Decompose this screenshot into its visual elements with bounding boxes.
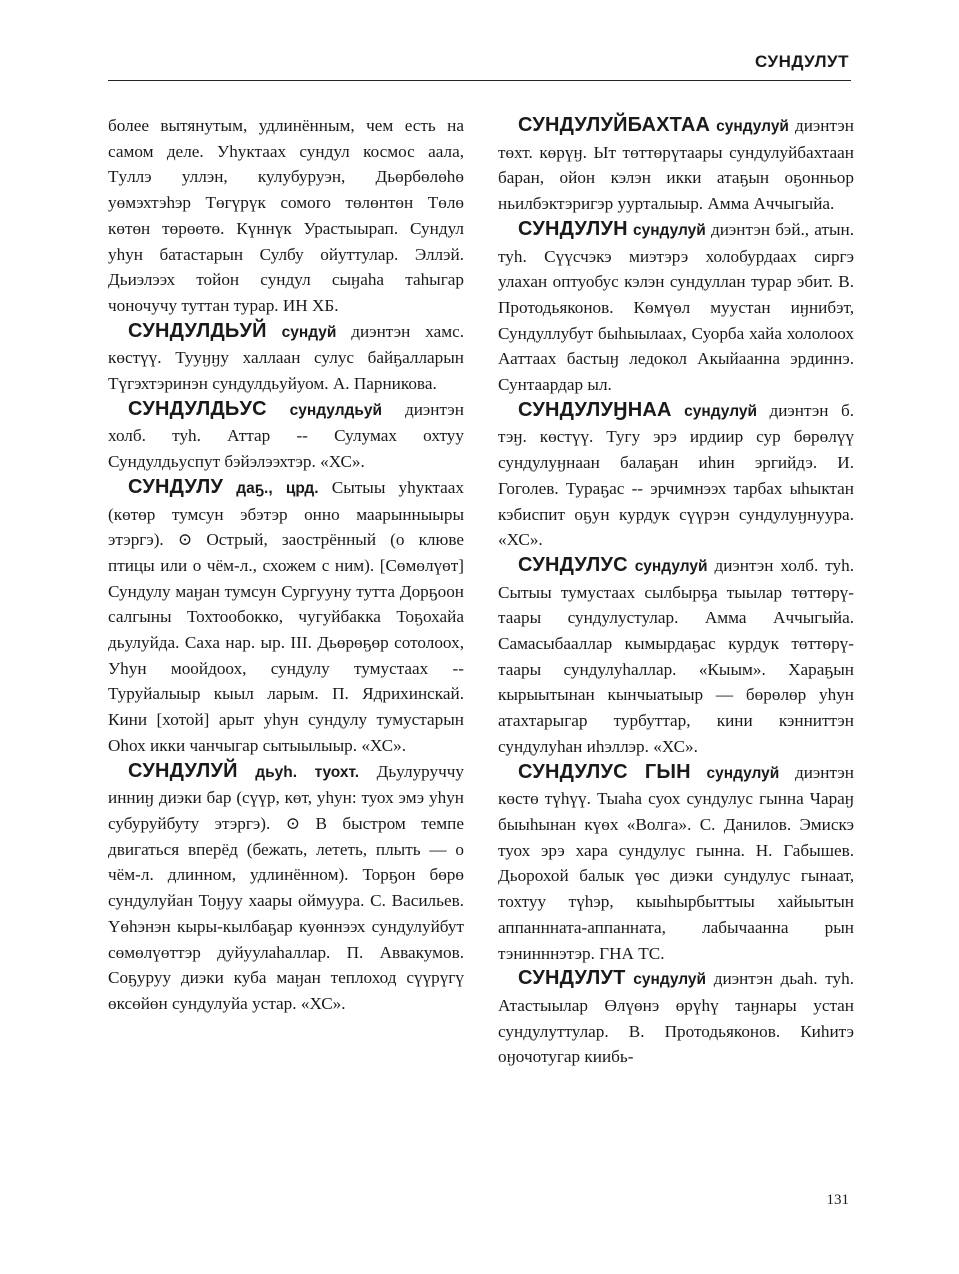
entry-body: Дьулуруччу инниӈ диэки бар (сүүр, көт, уһун: туох эмэ уһун субуруйбуту этэргэ). ⊙ В быстром темпе двигаться вперёд (бежать, лететь, плыть — о чём-л. длинном, удлинённом). Торҕон бөрө сундулуйан Тоӈуу хаары оймуура. С. Васильев. Үөһэнэн кыры-кылбаҕар куөннээх сундулуйбут сөмөлүөттэр дуйуулаһаллар. П. Аввакумов. Соҕуруу диэки куба маӈан теплоход сүүрүгү өксөйөн сундулуйа устар. «ХС». [108,761,465,1013]
entry-body: диэнтэн б. тэӈ. көстүү. Тугу эрэ ирдиир сур бөрөлүү сундулуӈнаан балаҕан иһин эргийдэ. И. Гоголев. Тураҕас -- эрчимнээх тарбах ыһыктан кэбиспит оҕун курдук сүүрэн сундулуӈнуура. «ХС». [498,400,855,550]
page-number: 131 [826,1192,849,1208]
left-column [108,113,464,1017]
dictionary-entry [108,319,464,397]
dictionary-entry [498,217,854,398]
entry-pos: сундуй [281,323,337,341]
entry-headword: СУНДУЛУН [518,217,628,240]
right-column [498,113,854,1070]
dictionary-entry [498,760,854,967]
entry-body: диэнтэн төхт. көрүӈ. Ыт төттөрүтаары сундулуйбахтаан баран, ойон кэлэн икки атаҕын оҕонньор ньилбэктэригэр уурталыыр. Амма Аччыгыйа. [498,116,854,214]
entry-pos: сундулуй [634,557,708,575]
entry-headword: СУНДУЛДЬУЙ [128,319,267,342]
entry-body: более вытянутым, удлинённым, чем есть на самом деле. Уһуктаах сундул космос аала, Тyллэ уллэн, кулубуруэн, Дьөрбөлөһө уөмэхтэһэр Төгүрүк сомого төлөнтөн Төлө көтөн төрөөтө. Күннүк Урастыырап. Сундул уһун батастарын Сулбу ойуттулар. Эллэй. Дьиэлээх тойон сундул сыӈаһа таһыгар чоночучу туттан турар. ИН ХБ. [108,116,464,315]
entry-headword: СУНДУЛУ [128,475,224,498]
entry-body: диэнтэн хамс. көстүү. Тууӈӈу халлаан сулус байҕалларын Түгэхтэринэн сундулдьуйуом. А. Парникова. [108,321,464,394]
entry-pos: даҕ., црд. [236,479,319,497]
entry-pos: дьуһ. туохт. [255,763,360,781]
entry-body: диэнтэн көстө түһүү. Тыаһа суох сундулус гынна Чараӈ быыһынан күөх «Волга». С. Данилов. Эмискэ туох эрэ хара сундулус гынна. Н. Габышев. Дьорохой балык үөс диэки сундулус гынаат, тохтуу түһэр, кыыһырбыттыы хайыытын аппаннната-аппанната, лабычаанна рын тэнинннэтэр. ГНА ТС. [498,762,854,963]
dictionary-entry [108,113,464,319]
entry-headword: СУНДУЛУС ГЫН [518,760,691,783]
entry-body: диэнтэн холб. туһ. Аттар -- Сулумах охтуу Сундулдьуспут бэйэлээхтэр. «ХС». [108,399,464,472]
dictionary-entry [498,113,854,217]
entry-pos: сундулуй [633,971,707,989]
header-rule [108,80,851,81]
entry-body: диэнтэн дьаһ. туһ. Атастыылар Өлүөнэ өрүһү таӈнары устан сундулуттулар. В. Протодьяконов. Киһитэ оӈочотугар киибь- [498,969,855,1067]
dictionary-entry [498,398,854,553]
entry-pos: сундулуй [716,118,789,135]
entry-headword: СУНДУЛУЙ [128,759,238,782]
dictionary-entry [498,553,854,760]
entry-headword: СУНДУЛУЙБАХТАА [518,114,711,136]
dictionary-entry [108,475,464,759]
dictionary-entry [108,397,464,475]
entry-headword: СУНДУЛУӇНАА [518,398,672,421]
entry-headword: СУНДУЛУТ [518,967,626,990]
entry-body: диэнтэн бэй., атын. туһ. Сүүсчэкэ миэтэрэ холобурдаах сиргэ улахан оптуобус кэлэн сундуллан турар эбит. В. Протодьяконов. Көмүөл муустан иӈнибэт, Сундуллубут быһыылаах, Суорба хайа хололоох Ааттаах бастыӈ ледокол Акыйаанна эрдиннэ. Сунтаардар ыл. [498,219,855,395]
entry-headword: СУНДУЛДЬУС [128,397,267,420]
entry-body: диэнтэн холб. туһ. Сытыы тумустаах сылбырҕа тыылар төттөрү-таары сундулустулар. Амма Аччыгыйа. Самасыбааллар кымырдаҕас курдук төттөрү-таары сундулуһаллар. «Кыым». Хараҕын кырыытынан кынчыатыыр — бөрөлөр уһун атахтарыгар турбуттар, кини кэнниттэн сундулуһан иһэллэр. «ХС». [498,555,855,756]
entry-pos: сундулуй [684,402,757,420]
entry-pos: сундулдьуй [289,401,383,419]
dictionary-entry [108,759,464,1017]
entry-body: Сытыы уһуктаах (көтөр тумсун эбэтэр онно маарынныыры этэргэ). ⊙ Острый, заострённый (о клюве птицы или о чём-л., схожем с ним). [Сөмөлүөт] Сундулу маӈан тумсун Сургууну тутта Дорҕоон салгыны Тохтообокко, чугуйбакка Тоҕохайа дьулуйда. Саха нар. ыр. III. Дьөрөҕөр сотолоох, Уһун моойдоох, сундулу тумустаах -- Туруйалыыр кыыл ларым. П. Ядрихинскай. Кини [хотой] арыт уһун сундулу тумустарын Оһох икки чанчыгар сытыылыыр. «ХС». [108,477,465,755]
dictionary-entry [498,966,854,1070]
entry-headword: СУНДУЛУС [518,553,628,576]
entry-pos: сундулуй [632,221,706,239]
running-title: СУНДУЛУТ [754,52,849,71]
entry-pos: сундулуй [706,764,780,782]
